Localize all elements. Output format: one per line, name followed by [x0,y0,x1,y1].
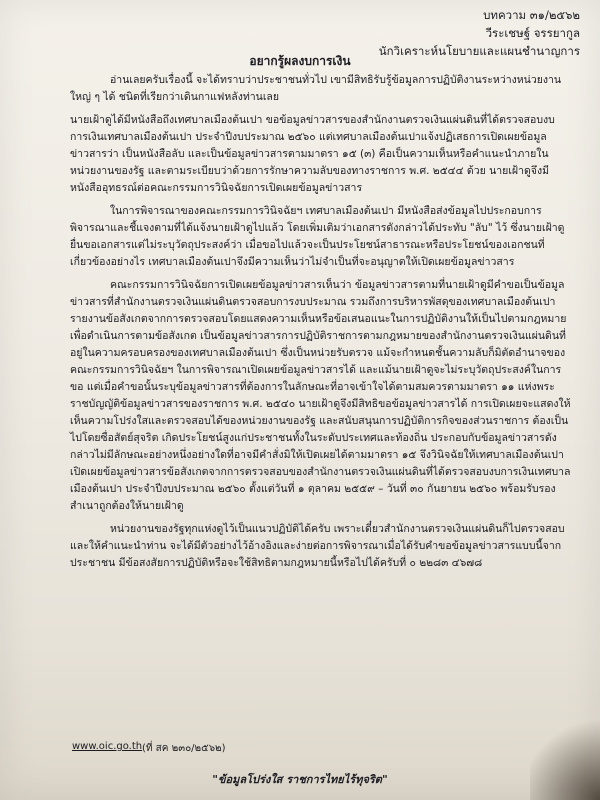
website-link[interactable]: www.oic.go.th [72,741,143,752]
slogan: "ข้อมูลโปร่งใส ราชการไทยไร้ทุจริต" [212,773,388,786]
paragraph-committee-decision: คณะกรรมการวินิจฉัยการเปิดเผยข้อมูลข่าวสารเห็นว่า ข้อมูลข่าวสารตามที่นายเฝ้าดูมีคำขอเป็นข้อมูลข่าวสารที่สำนักงานตรวจเงินแผ่นดินตรวจสอบการงบประมาณ รวมถึงการบริหารพัสดุของเทศบาลเมืองต้นเปา รายงานข้อสังเกตจากการตรวจสอบโดยแสดงความเห็นหรือข้อเสนอแนะในการปฏิบัติงานให้เป็นไปตามกฎหมายเพื่อดำเนินการตามข้อสังเกต เป็นข้อมูลข่าวสารการปฏิบัติราชการตามกฎหมายของสำนักงานตรวจเงินแผ่นดินที่อยู่ในความครอบครองของเทศบาลเมืองต้นเปา ซึ่งเป็นหน่วยรับตรวจ แม้จะกำหนดชั้นความลับก็มิตัดอำนาจของคณะกรรมการวินิจฉัยฯ ในการพิจารณาเปิดเผยข้อมูลข่าวสารได้ และแม้นายเฝ้าดูจะไม่ระบุวัตถุประสงค์ในการขอ แต่เมื่อคำขอนั้นระบุข้อมูลข่าวสารที่ต้องการในลักษณะที่อาจเข้าใจได้ตามสมควรตามมาตรา ๑๑ แห่งพระราชบัญญัติข้อมูลข่าวสารของราชการ พ.ศ. ๒๕๔๐ นายเฝ้าดูจึงมีสิทธิขอข้อมูลข่าวสารได้ การเปิดเผยจะแสดงให้เห็นความโปร่งใสและตรวจสอบได้ของหน่วยงานของรัฐ และสนับสนุนการปฏิบัติการกิจของส่วนราชการ ต้องเป็นไปโดยซื่อสัตย์สุจริต เกิดประโยชน์สูงแก่ประชาชนทั้งในระดับประเทศและท้องถิ่น ประกอบกับข้อมูลข่าวสารดังกล่าวไม่มีลักษณะอย่างหนึ่งอย่างใดที่อาจมีคำสั่งมิให้เปิดเผยได้ตามมาตรา ๑๕ จึงวินิจฉัยให้เทศบาลเมืองต้นเปาเปิดเผยข้อมูลข่าวสารข้อสังเกตจากการตรวจสอบของสำนักงานตรวจเงินแผ่นดินที่ได้ตรวจสอบงบการเงินเทศบาลเมืองต้นเปา ประจำปีงบประมาณ ๒๕๖๐ ตั้งแต่วันที่ ๑ ตุลาคม ๒๕๕๙ – วันที่ ๓๐ กันยายน ๒๕๖๐ พร้อมรับรองสำเนาถูกต้องให้นายเฝ้าดู [70,279,571,512]
paragraph-intro: อ่านเลยครับเรื่องนี้ จะได้ทราบว่าประชาชนทั่วไป เขามีสิทธิรับรู้ข้อมูลการปฏิบัติงานระหว่างหน่วยงานใหญ่ ๆ ได้ ชนิดที่เรียกว่าเดินกาแฟหลังท่านเลย [70,74,562,103]
doc-number: บทความ ๓๑/๒๕๖๒ [483,8,580,22]
author-position: นักวิเคราะห์นโยบายและแผนชำนาญการ [378,44,580,58]
author-name: วีระเชษฐ์ จรรยากูล [485,26,580,40]
page-title: อยากรู้ผลงบการเงิน [249,54,351,68]
paragraph-closing: หน่วยงานของรัฐทุกแห่งดูไว้เป็นแนวปฏิบัติได้ครับ เพราะเดี๋ยวสำนักงานตรวจเงินแผ่นดินก็ไปตรวจสอบและให้คำแนะนำท่าน จะได้มีตัวอย่างไว้อ้างอิงและง่ายต่อการพิจารณาเมื่อได้รับคำขอข้อมูลข่าวสารแบบนี้จากประชาชน มีข้อสงสัยการปฏิบัติหรือจะใช้สิทธิตามกฎหมายนี้หรือไปได้ครับที่ ๐ ๒๒๘๓ ๔๖๗๘ [70,523,565,569]
paragraph-request: นายเฝ้าดูได้มีหนังสือถึงเทศบาลเมืองต้นเปา ขอข้อมูลข่าวสารของสำนักงานตรวจเงินแผ่นดินที่ได้ตรวจสอบงบการเงินเทศบาลเมืองต้นเปา ประจำปีงบประมาณ ๒๕๖๐ แต่เทศบาลเมืองต้นเปาแจ้งปฏิเสธการเปิดเผยข้อมูลข่าวสารว่า เป็นหนังสือลับ และเป็นข้อมูลข่าวสารตามมาตรา ๑๕ (๓) คือเป็นความเห็นหรือคำแนะนำภายในหน่วยงานของรัฐ และตามระเบียบว่าด้วยการรักษาความลับของทางราชการ พ.ศ. ๒๕๔๔ ด้วย นายเฝ้าดูจึงมีหนังสืออุทธรณ์ต่อคณะกรรมการวินิจฉัยการเปิดเผยข้อมูลข่าวสาร [70,114,555,194]
paragraph-agency-response: ในการพิจารณาของคณะกรรมการวินิจฉัยฯ เทศบาลเมืองต้นเปา มีหนังสือส่งข้อมูลไปประกอบการพิจารณาและชี้แจงตามที่ได้แจ้งนายเฝ้าดูไปแล้ว โดยเพิ่มเติมว่าเอกสารดังกล่าวได้ประทับ "ลับ" ไว้ ซึ่งนายเฝ้าดูยื่นขอเอกสารแต่ไม่ระบุวัตถุประสงค์ว่า เมื่อขอไปแล้วจะเป็นประโยชน์สาธารณะหรือประโยชน์ของเอกชนที่เกี่ยวข้องอย่างไร เทศบาลเมืองต้นเปาจึงมีความเห็นว่าไม่จำเป็นที่จะอนุญาตให้เปิดเผยข้อมูลข่าวสาร [70,205,565,268]
article-body [70,72,572,578]
shadow-corner [530,710,600,800]
reference-number: (ที่ สค ๒๓๐/๒๕๖๒) [142,743,226,754]
